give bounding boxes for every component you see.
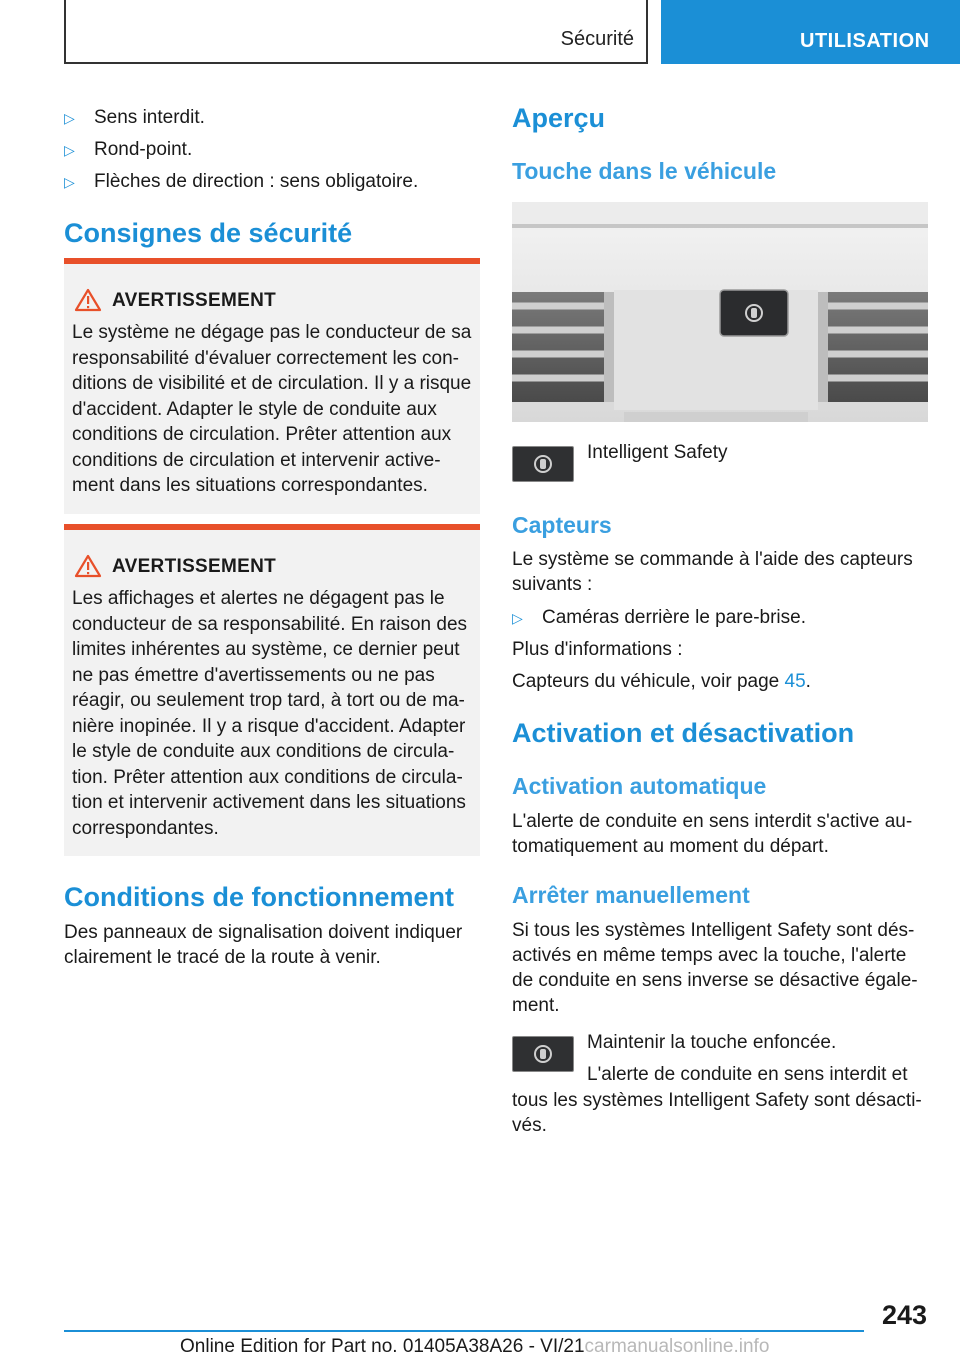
triangle-bullet-icon: ▷	[64, 110, 75, 126]
list-item: ▷ Caméras derrière le pare-brise.	[512, 605, 928, 631]
edition-note: Online Edition for Part no. 01405A38A26 - VI/21carmanualsonline.info	[180, 1336, 770, 1357]
sensors-paragraph: Le système se commande à l'aide des capteurs suivants :	[512, 549, 913, 595]
auto-activation-paragraph: L'alerte de conduite en sens interdit s'active au- tomatiquement au moment du départ.	[512, 811, 913, 857]
footer-divider	[64, 1330, 864, 1332]
page-link[interactable]: 45	[784, 671, 806, 692]
warning-triangle-icon	[74, 554, 102, 578]
triangle-bullet-icon: ▷	[512, 610, 523, 626]
warning-triangle-icon	[74, 288, 102, 312]
sensors-heading: Capteurs	[512, 512, 612, 538]
intelligent-safety-key-icon	[512, 1036, 574, 1072]
auto-activation-heading: Activation automatique	[512, 773, 767, 799]
dashboard-vents-image	[512, 202, 928, 422]
header-section-box	[64, 0, 648, 64]
watermark: carmanualsonline.info	[584, 1336, 770, 1357]
cross-reference: Capteurs du véhicule, voir page 45.	[512, 671, 811, 692]
list-item: ▷ Rond-point.	[64, 137, 480, 163]
overview-heading: Aperçu	[512, 103, 606, 133]
activation-heading: Activation et désactivation	[512, 718, 855, 748]
warning-title: AVERTISSEMENT	[112, 290, 277, 311]
intelligent-safety-key-icon	[512, 446, 574, 482]
conditions-paragraph: Des panneaux de signalisation doivent indiquer clairement le tracé de la route à venir.	[64, 922, 463, 968]
result-paragraph: tous les systèmes Intelligent Safety sont désacti- vés.	[512, 1090, 922, 1136]
key-label: Intelligent Safety	[587, 442, 728, 463]
warning-text: Le système ne dégage pas le conducteur de sa responsabilité d'évaluer correctement les con- ditions de visibilité et de circulation. Il y a risque d'accident. Adapter le style de conduite aux conditions de circulation. Prêter attention aux conditions de circulation et intervenir active- ment dans les situations correspondantes.	[72, 322, 472, 496]
list-item: ▷ Sens interdit.	[64, 105, 480, 131]
more-info-label: Plus d'informations :	[512, 639, 683, 660]
warning-title: AVERTISSEMENT	[112, 556, 277, 577]
manual-off-paragraph: Si tous les systèmes Intelligent Safety sont dés- activés en même temps avec la touche, l'alerte de conduite en sens inverse se désactive égale- ment.	[512, 920, 918, 1016]
page-number: 243	[882, 1300, 928, 1330]
button-heading: Touche dans le véhicule	[512, 158, 777, 184]
warning-box	[64, 258, 480, 514]
warning-box	[64, 524, 480, 856]
safety-heading: Consignes de sécurité	[64, 218, 353, 248]
result-first-line: L'alerte de conduite en sens interdit et	[587, 1064, 908, 1085]
triangle-bullet-icon: ▷	[64, 174, 75, 190]
triangle-bullet-icon: ▷	[64, 142, 75, 158]
manual-off-heading: Arrêter manuellement	[512, 882, 750, 908]
header-section-title: Sécurité	[560, 28, 634, 50]
conditions-heading: Conditions de fonctionnement	[64, 882, 454, 912]
vehicle-button-photo	[512, 202, 928, 422]
hold-instruction: Maintenir la touche enfoncée.	[587, 1032, 837, 1053]
header-chapter-label: UTILISATION	[800, 30, 930, 52]
list-item: ▷ Flèches de direction : sens obligatoire.	[64, 169, 480, 195]
warning-text: Les affichages et alertes ne dégagent pas le conducteur de sa responsabilité. En raison des limites inhérentes au système, ce dernier peut ne pas émettre d'avertissements ou ne pas réagir, ou seulement trop tard, à tort ou de ma- nière inopinée. Il y a risque d'accident. Adapter le style de conduite aux conditions de circula- tion. Prêter attention aux conditions de circula- tion et intervenir activement dans les situations correspondantes.	[72, 588, 468, 839]
